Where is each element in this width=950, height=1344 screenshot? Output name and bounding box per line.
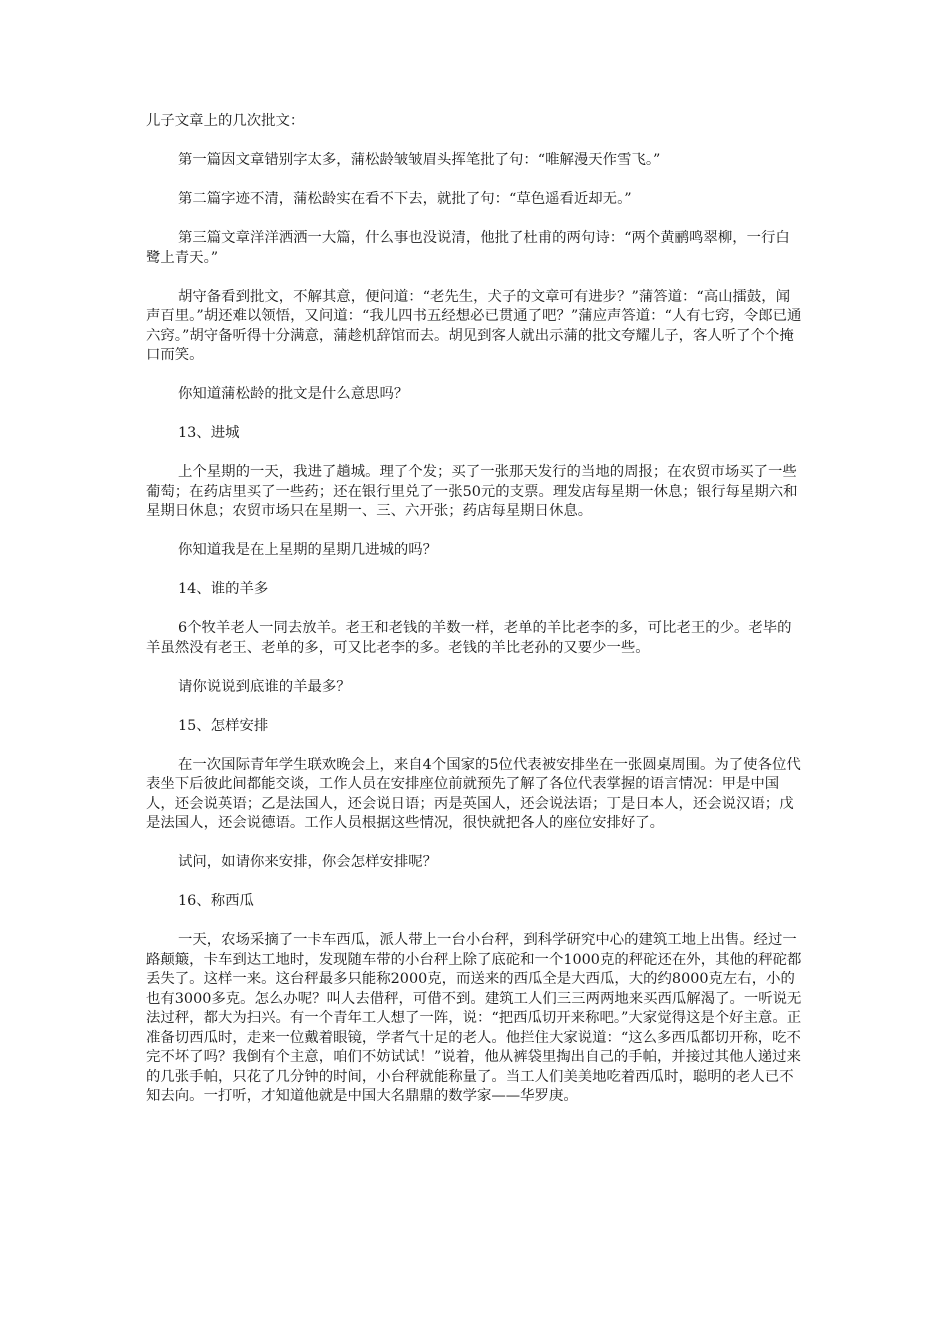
paragraph: 上个星期的一天，我进了趟城。理了个发；买了一张那天发行的当地的周报；在农贸市场买了一些葡萄；在药店里买了一些药；还在银行里兑了一张50元的支票。理发店每星期一休息；银行每星期六和星期日休息；农贸市场只在星期一、三、六开张；药店每星期日休息。: [146, 464, 798, 519]
question: 你知道蒲松龄的批文是什么意思吗？: [178, 386, 409, 402]
section-heading: 14、谁的羊多: [178, 581, 269, 597]
paragraph: 第三篇文章洋洋洒洒一大篇，什么事也没说清，他批了杜甫的两句诗：“两个黄鹂鸣翠柳，一行白鹭上青天。”: [146, 230, 790, 266]
section-heading: 13、进城: [178, 425, 240, 441]
question: 你知道我是在上星期的星期几进城的吗？: [178, 542, 438, 558]
paragraph: 6个牧羊老人一同去放羊。老王和老钱的羊数一样，老单的羊比老李的多，可比老王的少。老毕的羊虽然没有老王、老单的多，可又比老李的多。老钱的羊比老孙的又要少一些。: [146, 620, 792, 656]
paragraph: 在一次国际青年学生联欢晚会上，来自4个国家的5位代表被安排坐在一张圆桌周围。为了使各位代表坐下后彼此间都能交谈，工作人员在安排座位前就预先了解了各位代表掌握的语言情况：甲是中国人，还会说英语；乙是法国人，还会说日语；丙是英国人，还会说法语；丁是日本人，还会说汉语；戊是法国人，还会说德语。工作人员根据这些情况，很快就把各人的座位安排好了。: [146, 756, 801, 831]
paragraph: 一天，农场采摘了一卡车西瓜，派人带上一台小台秤，到科学研究中心的建筑工地上出售。经过一路颠簸，卡车到达工地时，发现随车带的小台秤上除了底砣和一个1000克的秤砣还在外，其他的秤砣都丢失了。这样一来。这台秤最多只能称2000克，而送来的西瓜全是大西瓜，大的约8000克左右，小的也有3000多克。怎么办呢？叫人去借秤，可借不到。建筑工人们三三两两地来买西瓜解渴了。一听说无法过秤，都大为扫兴。有一个青年工人想了一阵，说：“把西瓜切开来称吧。”大家觉得这是个好主意。正准备切西瓜时，走来一位戴着眼镜，学者气十足的老人。他拦住大家说道：“这么多西瓜都切开称，吃不完不坏了吗？我倒有个主意，咱们不妨试试！”说着，他从裤袋里掏出自己的手帕，并接过其他人递过来的几张手帕，只花了几分钟的时间，小台秤就能称量了。当工人们美美地吃着西瓜时，聪明的老人已不知去向。一打听，才知道他就是中国大名鼎鼎的数学家——华罗庚。: [146, 932, 802, 1104]
section-heading: 15、怎样安排: [178, 717, 269, 734]
paragraph: 第二篇字迹不清，蒲松龄实在看不下去，就批了句：“草色遥看近却无。”: [178, 191, 632, 207]
question: 请你说说到底谁的羊最多？: [178, 678, 351, 695]
paragraph: 第一篇因文章错别字太多，蒲松龄皱皱眉头挥笔批了句：“唯解漫天作雪飞。”: [178, 152, 661, 168]
document-body: [146, 112, 802, 1126]
question: 试问，如请你来安排，你会怎样安排呢？: [178, 854, 438, 870]
section-heading: 16、称西瓜: [178, 893, 254, 909]
paragraph: 胡守备看到批文，不解其意，便问道：“老先生，犬子的文章可有进步？”蒲答道：“高山擂鼓，闻声百里。”胡还难以领悟，又问道：“我儿四书五经想必已贯通了吧？”蒲应声答道：“人有七窍，令郎已通六窍。”胡守备听得十分满意，蒲趁机辞馆而去。胡见到客人就出示蒲的批文夸耀儿子，客人听了个个掩口而笑。: [146, 288, 802, 363]
intro-line: 儿子文章上的几次批文：: [146, 113, 305, 129]
